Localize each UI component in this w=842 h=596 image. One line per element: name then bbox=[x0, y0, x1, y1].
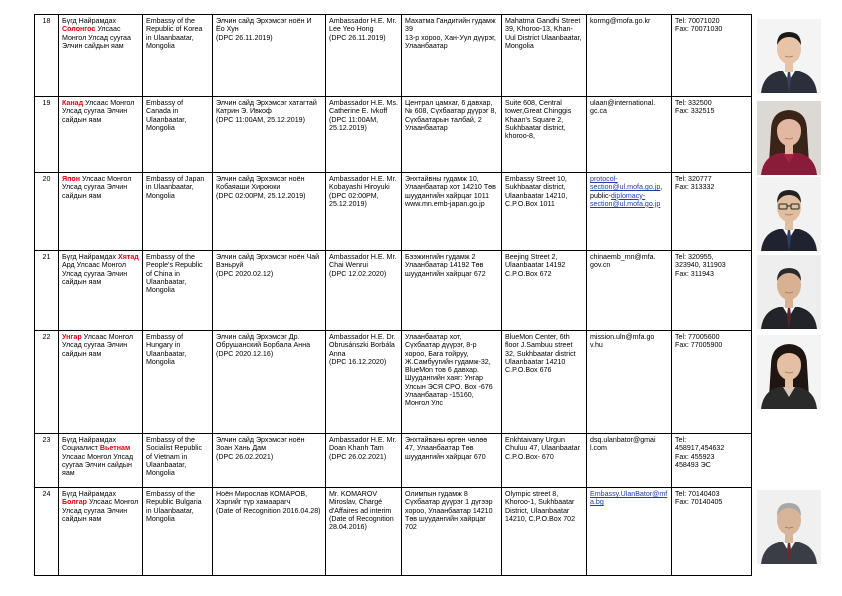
mission-name-en bbox=[143, 434, 213, 488]
ambassador-line: (DPC 11:00AM, 25.12.2019) bbox=[216, 115, 305, 124]
ambassador-line: (DPC 26.11.2019) bbox=[329, 33, 386, 42]
ambassador-en bbox=[326, 97, 402, 173]
mission-name-mn bbox=[59, 331, 143, 434]
phone-cell bbox=[672, 331, 752, 434]
ambassador-line: Элчин сайд Эрхэмсэг ноён Чай Вэньруй bbox=[216, 253, 322, 270]
embassy-name: Embassy of Canada in Ulaanbaatar, Mongolia bbox=[146, 99, 187, 132]
ambassador-photo bbox=[757, 19, 821, 93]
ambassador-line: Элчин сайд Эрхэмсэг ноён Кобаяаши Хироюки bbox=[216, 175, 307, 192]
phone-line: Tel: 320777 bbox=[675, 175, 712, 183]
table-row bbox=[35, 331, 752, 434]
mission-name-mn bbox=[59, 251, 143, 331]
row-number bbox=[35, 434, 59, 488]
table-row bbox=[35, 488, 752, 576]
ambassador-line: Ambassador H.E. Mr. Kobayashi Hiroyuki bbox=[329, 175, 399, 192]
phone-line: Tel: 70071020 bbox=[675, 17, 720, 25]
address-mn bbox=[402, 15, 502, 97]
address-en bbox=[502, 173, 587, 251]
phone-line: Fax: 332515 bbox=[675, 107, 715, 116]
phone-line: Tel: 77005600 bbox=[675, 333, 720, 341]
email-line: kormg@mofa.go.kr bbox=[590, 17, 651, 25]
phone-cell bbox=[672, 173, 752, 251]
address-en bbox=[502, 15, 587, 97]
ambassador-line: Ambassador H.E. Ms. Catherine E. Ivkoff bbox=[329, 99, 400, 116]
ambassador-photo bbox=[757, 490, 821, 564]
ambassador-en bbox=[326, 15, 402, 97]
phone-line: Fax: 455923 bbox=[675, 452, 715, 461]
embassy-table bbox=[34, 14, 752, 576]
email-cell bbox=[587, 251, 672, 331]
email-cell bbox=[587, 97, 672, 173]
address-line: Энхтайваны өргөн чөлөө 47, Улаанбаатар Төв шуудангийн хайрцаг 670 bbox=[405, 436, 490, 461]
email-line: chinaemb_mn@mfa. bbox=[590, 253, 656, 261]
embassy-name: Embassy of Hungary in Ulaanbaatar, Mongolia bbox=[146, 333, 187, 366]
address-line: Olympic street 8, Khoroo-1, Sukhbaatar District, Ulaanbaatar 14210, C.P.O.Box 702 bbox=[505, 490, 577, 523]
ambassador-line: Элчин сайд Эрхэмсэг хатагтай Катрин Э. Ивкоф bbox=[216, 99, 319, 116]
phone-cell bbox=[672, 488, 752, 576]
ambassador-line: Ambassador H.E. Mr. Doan Khanh Tam bbox=[329, 436, 399, 453]
phone-line: Tel: bbox=[675, 436, 687, 444]
phone-cell bbox=[672, 15, 752, 97]
name-suffix: Ард Улсаас Монгол Улсад суугаа Элчин сайдын яам bbox=[62, 261, 128, 286]
ambassador-mn bbox=[213, 251, 326, 331]
address-line: Олимпын гудамж 8 Сүхбаатар дүүрэг 1 дүгээр хороо, Улаанбаатар 14210 Төв шуудангийн хайрцаг 702 bbox=[405, 490, 495, 532]
address-mn bbox=[402, 251, 502, 331]
ambassador-photo bbox=[757, 101, 821, 175]
row-number-text: 24 bbox=[42, 490, 51, 498]
mission-name-en bbox=[143, 97, 213, 173]
phone-line: Tel: 70140403 bbox=[675, 490, 720, 498]
email-cell bbox=[587, 173, 672, 251]
address-line: Энхтайвны гудамж 10, Улаанбаатар хот 14210 Төв шуудангийн хайрцаг 1011 www.mn.emb-japan.go.jp bbox=[405, 175, 498, 208]
name-prefix: Бүгд Найрамдах bbox=[62, 490, 117, 498]
email-line: dsq.ulanbator@gmai bbox=[590, 436, 656, 444]
mission-name-mn bbox=[59, 173, 143, 251]
address-mn bbox=[402, 331, 502, 434]
ambassador-line: (DPC 26.02.2021) bbox=[216, 452, 274, 461]
phone-line: Tel: 320955, bbox=[675, 253, 714, 261]
phone-line: Fax: 311943 bbox=[675, 269, 714, 278]
email-line: v.hu bbox=[590, 341, 603, 350]
ambassador-line: Элчин сайд Эрхэмсэг Др. Обрушанский Борбала Анна bbox=[216, 333, 311, 350]
mission-name-en bbox=[143, 331, 213, 434]
name-suffix: Улсаас Монгол Улсад суугаа Элчин сайдын яам bbox=[62, 175, 132, 200]
ambassador-line: Элчин сайд Эрхэмсэг ноён И Ёо Хун bbox=[216, 17, 314, 34]
email-cell bbox=[587, 15, 672, 97]
address-en bbox=[502, 488, 587, 576]
country-name: Вьетнам bbox=[99, 444, 131, 453]
row-number bbox=[35, 251, 59, 331]
phone-line: Fax: 70140405 bbox=[675, 498, 723, 507]
name-prefix: Бүгд Найрамдах bbox=[62, 253, 117, 261]
address-en bbox=[502, 97, 587, 173]
ambassador-photo bbox=[757, 177, 821, 251]
ambassador-mn bbox=[213, 15, 326, 97]
email-link[interactable]: diplomacy-section@ul.mofa.go.jp bbox=[590, 191, 661, 208]
address-line: Централ цамхаг, 6 давхар, № 608, Сүхбаатар дүүрэг 8, Сүхбаатарын талбай, 2 Улаанбаатар bbox=[405, 99, 499, 132]
ambassador-line: Ambassador H.E. Mr. Chai Wenrui bbox=[329, 253, 399, 270]
address-line: BlueMon Center, 6th floor J.Sambuu street 32, Sukhbaatar district Ulaanbaatar 14210 C.P.O.Box 676 bbox=[505, 333, 578, 375]
ambassador-line: Элчин сайд Эрхэмсэг ноён Зоан Хань Дам bbox=[216, 436, 307, 453]
ambassador-mn bbox=[213, 488, 326, 576]
embassy-name: Embassy of the Republic Bulgaria in Ulaanbaatar, Mongolia bbox=[146, 490, 202, 523]
address-mn bbox=[402, 434, 502, 488]
phone-cell bbox=[672, 97, 752, 173]
ambassador-en bbox=[326, 331, 402, 434]
ambassador-photo bbox=[757, 335, 821, 409]
row-number-text: 18 bbox=[42, 17, 51, 25]
address-line: Beejing Street 2, Ulaanbaatar 14192 C.P.O.Box 672 bbox=[505, 253, 568, 278]
email-link[interactable]: Embassy.UlanBator@mfa.bg bbox=[590, 490, 668, 507]
phone-line: 458493 ЭС bbox=[675, 460, 711, 469]
address-line: Улаанбаатар хот, Сүхбаатар дүүрэг, 8-р хороо, Бага тойруу, Ж.Самбуугийн гудамж-32, BlueMon тов 6 давхар. Шуудангийн хаяг: Унгар Улсын ЭСЯ CPO. Box -676 Улаанбаатар -15160, Монгол Улс bbox=[405, 333, 495, 408]
phone-cell bbox=[672, 251, 752, 331]
address-mn bbox=[402, 173, 502, 251]
country-name: Солонгос bbox=[62, 25, 96, 34]
ambassador-en bbox=[326, 251, 402, 331]
address-en bbox=[502, 331, 587, 434]
ambassador-line: (DPC 02:00PM, 25.12.2019) bbox=[329, 191, 381, 208]
row-number bbox=[35, 97, 59, 173]
table-row bbox=[35, 15, 752, 97]
ambassador-photo bbox=[757, 255, 821, 329]
address-line: Enkhtaivany Urgun Chuluu 47, Ulaanbaatar C.P.O.Box- 670 bbox=[505, 436, 582, 461]
address-line: Suite 608, Central tower,Great Chinggis Khaan's Square 2, Sukhbaatar district, khoroo-8, bbox=[505, 99, 574, 141]
country-name: Канад bbox=[62, 99, 84, 107]
ambassador-en bbox=[326, 434, 402, 488]
address-en bbox=[502, 251, 587, 331]
ambassador-line: (DPC 11:00AM, 25.12.2019) bbox=[329, 115, 381, 132]
row-number bbox=[35, 331, 59, 434]
address-mn bbox=[402, 97, 502, 173]
email-cell bbox=[587, 434, 672, 488]
email-cell bbox=[587, 488, 672, 576]
ambassador-mn bbox=[213, 97, 326, 173]
mission-name-mn bbox=[59, 97, 143, 173]
country-name: Хятад bbox=[118, 253, 139, 261]
ambassador-line: (DPC 12.02.2020) bbox=[329, 269, 387, 278]
address-en bbox=[502, 434, 587, 488]
email-line: gc.ca bbox=[590, 107, 607, 116]
row-number-text: 20 bbox=[42, 175, 51, 183]
email-line: l.com bbox=[590, 444, 607, 453]
row-number bbox=[35, 488, 59, 576]
ambassador-line: (DPC 2020.12.16) bbox=[216, 349, 274, 358]
ambassador-line: (Date of Recognition 2016.04.28) bbox=[216, 506, 321, 515]
row-number-text: 23 bbox=[42, 436, 51, 444]
mission-name-en bbox=[143, 15, 213, 97]
ambassador-line: (DPC 26.02.2021) bbox=[329, 452, 387, 461]
ambassador-line: Ambassador H.E. Dr. Obrusánszki Borbála Anna bbox=[329, 333, 398, 358]
ambassador-line: Ноён Мирослав КОМАРОВ, Хэргийг түр хамаарагч bbox=[216, 490, 310, 507]
row-number bbox=[35, 15, 59, 97]
ambassador-line: Ambassador H.E. Mr. Lee Yeo Hong bbox=[329, 17, 399, 34]
email-link[interactable]: protocol-section@ul.mofa.go.jp bbox=[590, 175, 661, 192]
address-line: 13-р хороо, Хан-Уул дүүрэг, Улаанбаатар bbox=[405, 33, 498, 50]
email-line: mission.uln@mfa.go bbox=[590, 333, 655, 341]
ambassador-line: (Date of Recognition 28.04.2016) bbox=[329, 514, 396, 532]
email-line: ulaan@international. bbox=[590, 99, 656, 107]
ambassador-mn bbox=[213, 331, 326, 434]
email-line: gov.cn bbox=[590, 261, 611, 270]
ambassador-line: Mr. KOMAROV Miroslav, Chargé d'Affaires ad interim bbox=[329, 490, 392, 515]
address-line: Бээжингийн гудамж 2 Улаанбаатар 14192 Төв шуудангийн хайрцаг 672 bbox=[405, 253, 486, 278]
embassy-name: Embassy of the People's Republic of China in Ulaanbaatar, Mongolia bbox=[146, 253, 203, 295]
ambassador-line: (DPC 2020.02.12) bbox=[216, 269, 274, 278]
row-number-text: 21 bbox=[42, 253, 51, 261]
table-row bbox=[35, 97, 752, 173]
mission-name-mn bbox=[59, 434, 143, 488]
email-text: , public- bbox=[590, 183, 663, 200]
mission-name-en bbox=[143, 173, 213, 251]
name-suffix: Улсаас Монгол Улсад суугаа Элчин сайдын яам bbox=[62, 452, 134, 478]
ambassador-line: (DPC 26.11.2019) bbox=[216, 33, 273, 42]
phone-line: Tel: 332500 bbox=[675, 99, 712, 107]
name-suffix: Улсаас Монгол Улсад суугаа Элчин сайдын яам bbox=[62, 498, 139, 523]
phone-line: Fax: 70071030 bbox=[675, 25, 723, 34]
ambassador-line: (DPC 02:00PM, 25.12.2019) bbox=[216, 191, 306, 200]
embassy-name: Embassy of the Socialist Republic of Vietnam in Ulaanbaatar, Mongolia bbox=[146, 436, 202, 478]
row-number bbox=[35, 173, 59, 251]
ambassador-en bbox=[326, 173, 402, 251]
ambassador-en bbox=[326, 488, 402, 576]
address-line: Embassy Street 10, Sukhbaatar district, Ulaanbaatar 14210, C.P.O.Box 1011 bbox=[505, 175, 570, 208]
mission-name-mn bbox=[59, 15, 143, 97]
table-row bbox=[35, 434, 752, 488]
embassy-name: Embassy of Japan in Ulaanbaatar, Mongolia bbox=[146, 175, 205, 200]
embassy-name: Embassy of the Republic of Korea in Ulaanbaatar, Mongolia bbox=[146, 17, 203, 50]
table-body bbox=[35, 15, 752, 576]
address-mn bbox=[402, 488, 502, 576]
address-line: Махатма Гандигийн гудамж 39 bbox=[405, 17, 498, 34]
ambassador-line: (DPC 16.12.2020) bbox=[329, 357, 387, 366]
phone-line: 323940, 311903 bbox=[675, 261, 726, 270]
name-prefix: Бүгд Найрамдах bbox=[62, 17, 117, 25]
mission-name-en bbox=[143, 488, 213, 576]
phone-cell bbox=[672, 434, 752, 488]
country-name: Япон bbox=[62, 175, 81, 183]
row-number-text: 19 bbox=[42, 99, 51, 107]
mission-name-mn bbox=[59, 488, 143, 576]
phone-line: Fax: 77005900 bbox=[675, 341, 723, 350]
name-prefix: Бүгд Найрамдах Социалист bbox=[62, 436, 117, 453]
name-suffix: Улсаас Монгол Улсад суугаа Элчин сайдын яам bbox=[62, 25, 131, 50]
name-suffix: Улсаас Монгол Улсад суугаа Элчин сайдын яам bbox=[62, 99, 135, 124]
mission-name-en bbox=[143, 251, 213, 331]
email-cell bbox=[587, 331, 672, 434]
country-name: Болгар bbox=[62, 498, 87, 507]
phone-line: 458917,454632 bbox=[675, 444, 725, 453]
address-line: Mahatma Gandhi Street 39, Khoroo-13, Khan-Uul District Ulaanbaatar, Mongolia bbox=[505, 17, 584, 50]
ambassador-mn bbox=[213, 434, 326, 488]
table-row bbox=[35, 173, 752, 251]
ambassador-mn bbox=[213, 173, 326, 251]
phone-line: Fax: 313332 bbox=[675, 183, 715, 192]
table-row bbox=[35, 251, 752, 331]
name-suffix: Улсаас Монгол Улсад суугаа Элчин сайдын яам bbox=[62, 333, 133, 358]
country-name: Унгар bbox=[62, 333, 82, 341]
row-number-text: 22 bbox=[42, 333, 51, 341]
